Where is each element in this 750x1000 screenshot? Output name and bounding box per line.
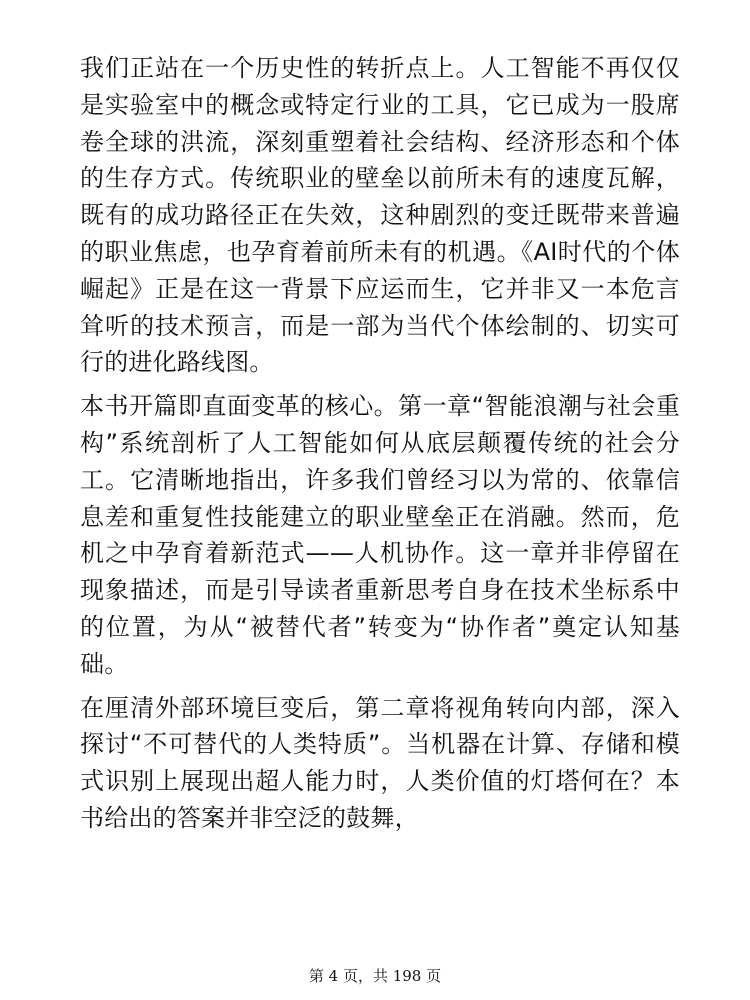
paragraph-chapter-two: 在厘清外部环境巨变后，第二章将视角转向内部，深入探讨“不可替代的人类特质”。当机器在计算、存储和模式识别上展现出超人能力时，人类价值的灯塔何在？本书给出的答案并非空泛的鼓舞， [80,693,680,832]
page-number-footer: 第 4 页，共 198 页 [308,967,442,985]
paragraph-intro: 我们正站在一个历史性的转折点上。人工智能不再仅仅是实验室中的概念或特定行业的工具，它已成为一股席卷全球的洪流，深刻重塑着社会结构、经济形态和个体的生存方式。传统职业的壁垒以前所未有的速度瓦解，既有的成功路径正在失效，这种剧烈的变迁既带来普遍的职业焦虑，也孕育着前所未有的机遇。《AI时代的个体崛起》正是在这一背景下应运而生，它并非又一本危言耸听的技术预言，而是一部为当代个体绘制的、切实可行的进化路线图。 [80,54,680,377]
paragraph-chapter-one: 本书开篇即直面变革的核心。第一章“智能浪潮与社会重构”系统剖析了人工智能如何从底层颠覆传统的社会分工。它清晰地指出，许多我们曾经习以为常的、依靠信息差和重复性技能建立的职业壁垒正在消融。然而，危机之中孕育着新范式——人机协作。这一章并非停留在现象描述，而是引导读者重新思考自身在技术坐标系中的位置，为从“被替代者”转变为“协作者”奠定认知基础。 [80,392,680,678]
body-text [80,50,680,844]
